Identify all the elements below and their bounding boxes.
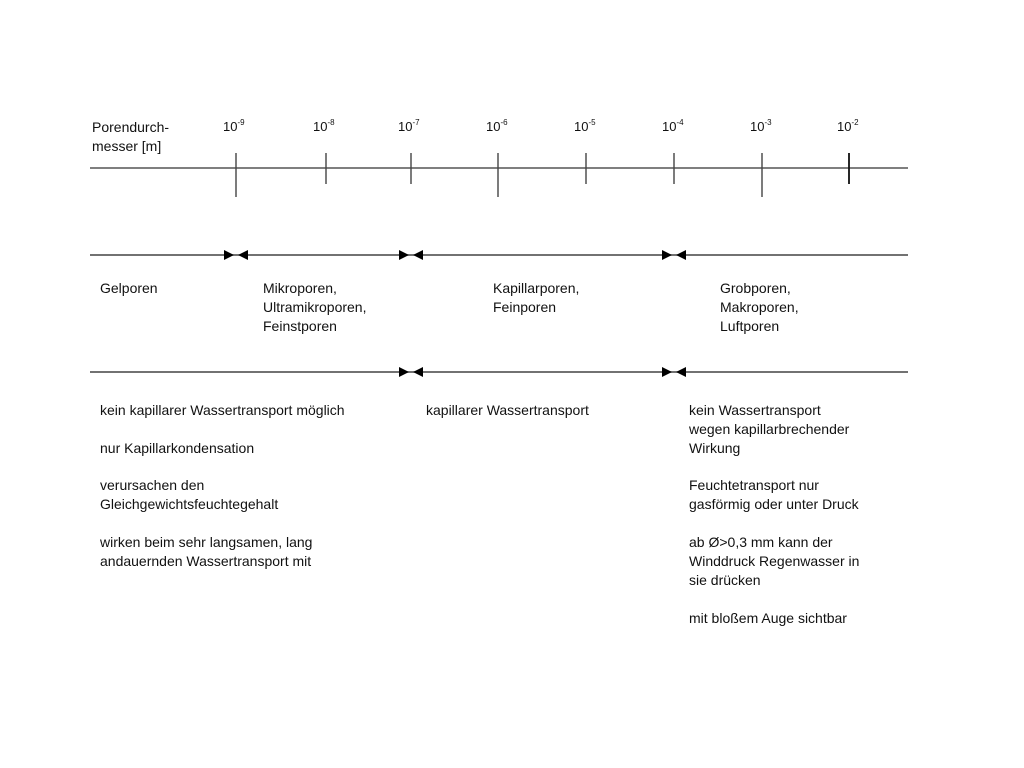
transport-right-item: ab Ø>0,3 mm kann der Winddruck Regenwasser in sie drücken	[689, 534, 860, 588]
arrow-head	[662, 367, 672, 377]
arrow-head	[676, 250, 686, 260]
arrow-head	[413, 250, 423, 260]
pore-class-kapillarporen: Kapillarporen, Feinporen	[493, 280, 580, 315]
tick-label: $10^{-4}$	[662, 118, 684, 134]
pore-class-mikroporen: Mikroporen, Ultramikroporen, Feinstporen	[263, 280, 367, 334]
transport-right-item: mit bloßem Auge sichtbar	[689, 610, 847, 626]
tick-label: $10^{-7}$	[398, 118, 420, 134]
arrow-head	[676, 367, 686, 377]
transport-left-item: verursachen den Gleichgewichtsfeuchtegehalt	[100, 477, 279, 512]
transport-left-item: kein kapillarer Wassertransport möglich	[100, 402, 345, 418]
arrow-head	[413, 367, 423, 377]
arrow-head	[662, 250, 672, 260]
axis-label: Porendurch- messer [m]	[92, 119, 170, 154]
arrow-head	[399, 250, 409, 260]
tick-label: $10^{-2}$	[837, 118, 859, 134]
transport-left-item: wirken beim sehr langsamen, lang andauernden Wassertransport mit	[100, 534, 313, 569]
pore-class-gelporen: Gelporen	[100, 280, 158, 296]
arrow-head	[399, 367, 409, 377]
tick-label: $10^{-3}$	[750, 118, 772, 134]
tick-label: $10^{-8}$	[313, 118, 335, 134]
arrow-head	[224, 250, 234, 260]
tick-label: $10^{-6}$	[486, 118, 508, 134]
transport-right-item: kein Wassertransport wegen kapillarbrechender Wirkung	[689, 402, 850, 456]
tick-label: $10^{-5}$	[574, 118, 596, 134]
transport-left-item: nur Kapillarkondensation	[100, 440, 255, 456]
transport-right-item: Feuchtetransport nur gasförmig oder unter Druck	[689, 477, 859, 512]
tick-label: $10^{-9}$	[223, 118, 245, 134]
arrow-head	[238, 250, 248, 260]
transport-middle-item: kapillarer Wassertransport	[426, 402, 589, 418]
pore-class-grobporen: Grobporen, Makroporen, Luftporen	[720, 280, 799, 334]
